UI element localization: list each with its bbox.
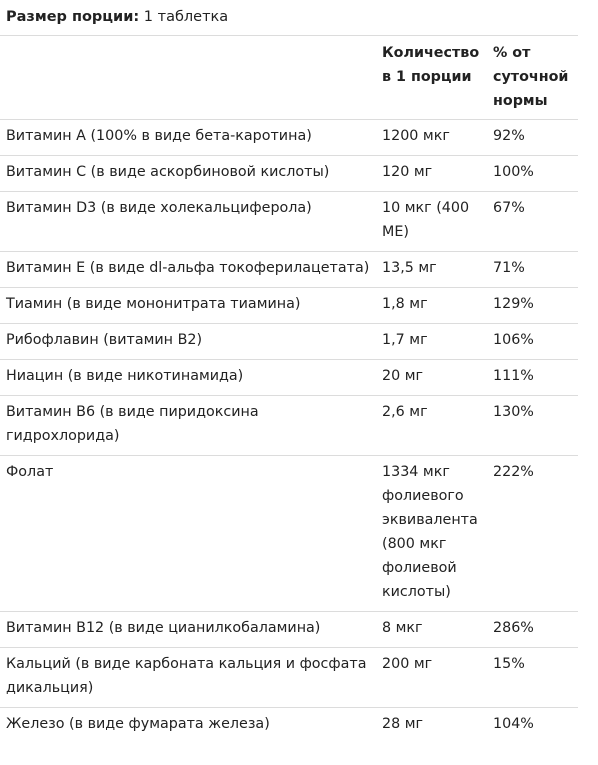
nutrient-name: Рибофлавин (витамин B2) <box>0 324 376 360</box>
daily-value-percent: 100% <box>487 156 578 192</box>
daily-value-percent: 111% <box>487 360 578 396</box>
serving-size-value: 1 таблетка <box>143 9 229 25</box>
amount-per-serving: 28 мг <box>376 708 487 744</box>
header-amount: Количество в 1 порции <box>376 36 487 120</box>
daily-value-percent: 106% <box>487 324 578 360</box>
amount-per-serving: 10 мкг (400 МЕ) <box>376 192 487 252</box>
amount-per-serving: 1,7 мг <box>376 324 487 360</box>
daily-value-percent: 71% <box>487 252 578 288</box>
amount-per-serving: 8 мкг <box>376 612 487 648</box>
nutrient-name: Витамин B12 (в виде цианилкобаламина) <box>0 612 376 648</box>
serving-size-label: Размер порции: <box>6 9 140 25</box>
nutrient-name: Витамин C (в виде аскорбиновой кислоты) <box>0 156 376 192</box>
daily-value-percent: 222% <box>487 456 578 612</box>
table-row <box>0 612 578 648</box>
amount-per-serving: 1334 мкг фолиевого эквивалента (800 мкг фолиевой кислоты) <box>376 456 487 612</box>
daily-value-percent: 92% <box>487 120 578 156</box>
nutrition-table <box>0 35 578 743</box>
amount-per-serving: 200 мг <box>376 648 487 708</box>
nutrient-name: Кальций (в виде карбоната кальция и фосфата дикальция) <box>0 648 376 708</box>
table-row <box>0 324 578 360</box>
amount-per-serving: 2,6 мг <box>376 396 487 456</box>
amount-per-serving: 20 мг <box>376 360 487 396</box>
serving-size <box>6 7 228 27</box>
nutrient-name: Витамин E (в виде dl-альфа токоферилацетата) <box>0 252 376 288</box>
table-header-row <box>0 36 578 120</box>
amount-per-serving: 1,8 мг <box>376 288 487 324</box>
table-body <box>0 120 578 744</box>
daily-value-percent: 67% <box>487 192 578 252</box>
daily-value-percent: 129% <box>487 288 578 324</box>
nutrient-name: Тиамин (в виде мононитрата тиамина) <box>0 288 376 324</box>
amount-per-serving: 1200 мкг <box>376 120 487 156</box>
table-row <box>0 708 578 744</box>
table-row <box>0 252 578 288</box>
amount-per-serving: 13,5 мг <box>376 252 487 288</box>
table-row <box>0 360 578 396</box>
table-row <box>0 396 578 456</box>
table-row <box>0 156 578 192</box>
daily-value-percent: 286% <box>487 612 578 648</box>
daily-value-percent: 130% <box>487 396 578 456</box>
nutrient-name: Витамин D3 (в виде холекальциферола) <box>0 192 376 252</box>
daily-value-percent: 104% <box>487 708 578 744</box>
table-row <box>0 456 578 612</box>
table-row <box>0 288 578 324</box>
table-row <box>0 192 578 252</box>
table-row <box>0 648 578 708</box>
nutrient-name: Витамин A (100% в виде бета-каротина) <box>0 120 376 156</box>
header-nutrient <box>0 36 376 120</box>
daily-value-percent: 15% <box>487 648 578 708</box>
nutrient-name: Ниацин (в виде никотинамида) <box>0 360 376 396</box>
nutrient-name: Витамин B6 (в виде пиридоксина гидрохлорида) <box>0 396 376 456</box>
table-row <box>0 120 578 156</box>
header-daily-value: % от суточной нормы <box>487 36 578 120</box>
nutrient-name: Фолат <box>0 456 376 612</box>
amount-per-serving: 120 мг <box>376 156 487 192</box>
nutrient-name: Железо (в виде фумарата железа) <box>0 708 376 744</box>
